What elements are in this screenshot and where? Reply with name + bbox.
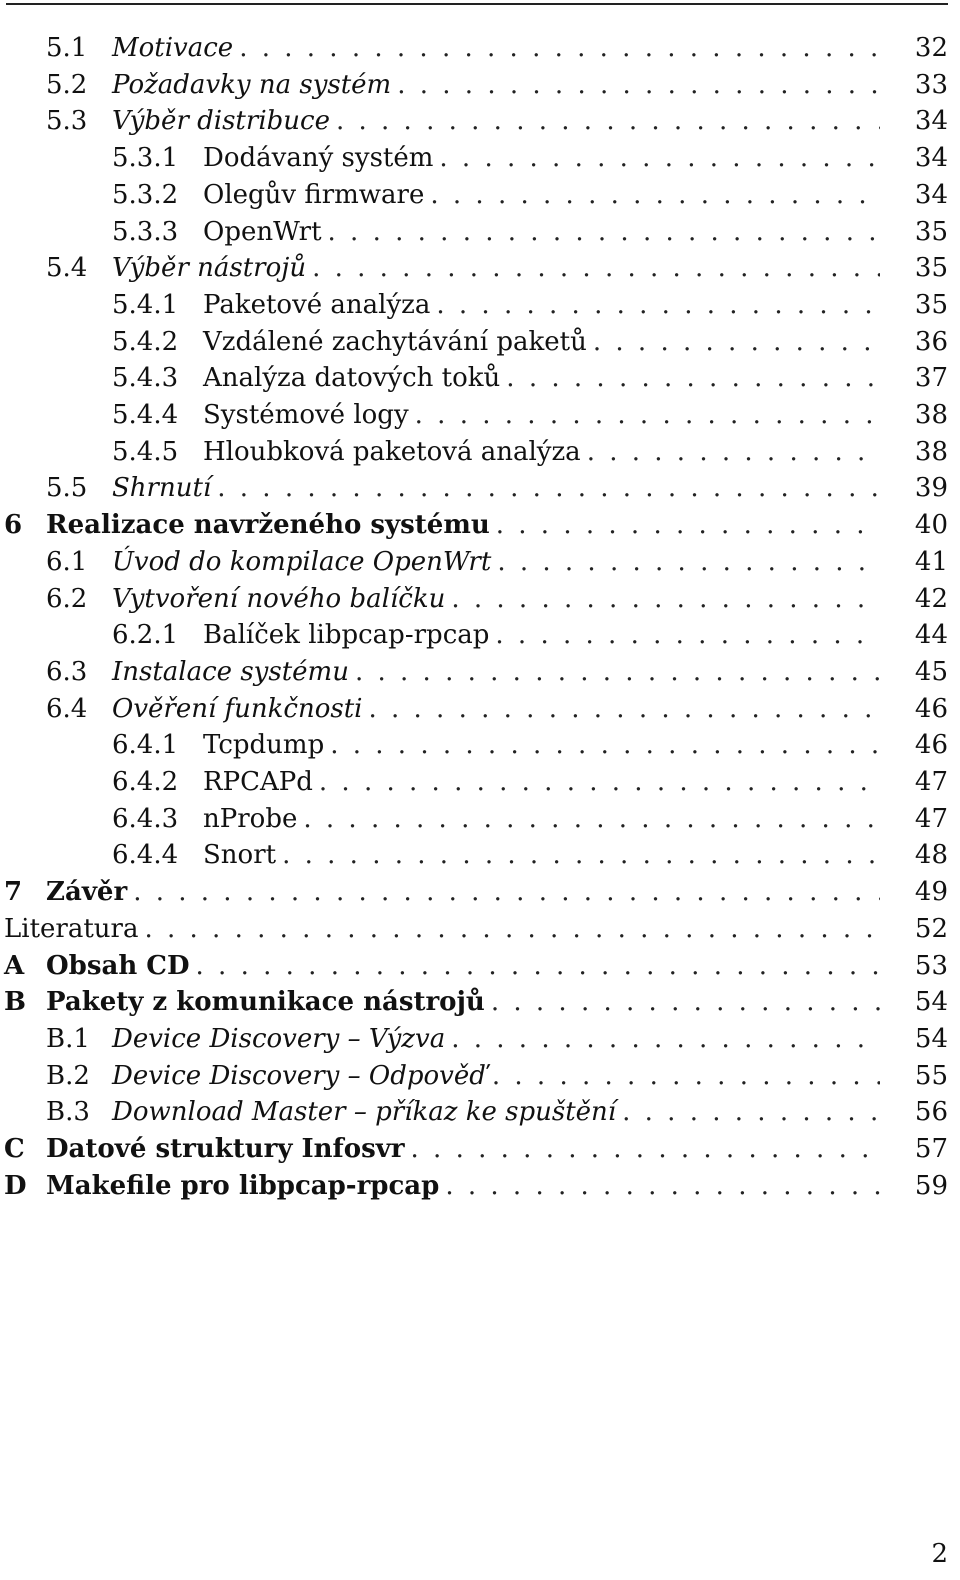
toc-entry[interactable] (0, 103, 960, 139)
toc-entry-leader-line (203, 140, 880, 176)
toc-entry-number: 5.3.1 (112, 143, 179, 174)
toc-entry[interactable] (0, 837, 960, 873)
dot-leader (587, 434, 880, 470)
dot-leader (312, 250, 880, 286)
toc-entry-number: 5.1 (46, 33, 88, 63)
toc-entry-title: Device Discovery – Výzva (112, 1023, 446, 1054)
dot-leader (451, 581, 880, 617)
toc-entry-title: Pakety z komunikace nástrojů (46, 987, 485, 1018)
toc-entry-page: 38 (914, 400, 948, 430)
toc-entry-number: 5.5 (46, 473, 88, 504)
toc-entry-page: 59 (914, 1170, 948, 1201)
toc-entry-leader-line (46, 507, 880, 543)
toc-entry-leader-line (112, 1094, 880, 1130)
toc-entry-number: 5.3.2 (112, 179, 179, 210)
toc-entry-title: Analýza datových toků (203, 363, 501, 394)
toc-entry-number: 6.1 (46, 546, 88, 577)
toc-entry-title: Snort (203, 840, 277, 871)
toc-entry-number: 6.4.3 (112, 803, 179, 834)
toc-entry-leader-line (46, 874, 880, 910)
toc-entry-title: Paketové analýza (203, 289, 431, 320)
toc-entry[interactable] (0, 654, 960, 690)
toc-entry-number: 6.2.1 (112, 620, 179, 651)
toc-entry[interactable] (0, 507, 960, 543)
dot-leader (303, 801, 880, 837)
toc-entry[interactable] (0, 324, 960, 360)
dot-leader (330, 727, 880, 763)
toc-entry-number: 6 (4, 510, 23, 541)
toc-entry-leader-line (112, 470, 880, 506)
toc-entry-page: 35 (914, 289, 948, 320)
dot-leader (445, 1168, 880, 1204)
toc-entry-leader-line (46, 1131, 880, 1167)
toc-entry[interactable] (0, 948, 960, 984)
toc-entry-title: Ověření funkčnosti (112, 693, 363, 724)
toc-entry-leader-line (203, 434, 880, 470)
toc-entry-leader-line (112, 544, 880, 580)
dot-leader (415, 397, 880, 433)
toc-entry[interactable] (0, 250, 960, 286)
toc-entry-number: 5.4.2 (112, 326, 179, 357)
toc-entry-leader-line (112, 30, 880, 66)
toc-entry-leader-line (4, 911, 880, 947)
toc-entry-leader-line (46, 948, 880, 984)
toc-entry-number: 5.3 (46, 106, 88, 137)
dot-leader (451, 1021, 880, 1057)
toc-entry-title: Device Discovery – Odpověď (112, 1060, 486, 1091)
toc-entry-page: 37 (914, 363, 948, 394)
dot-leader (239, 30, 880, 66)
toc-entry-page: 48 (914, 840, 948, 871)
dot-leader (319, 764, 880, 800)
toc-entry-page: 34 (914, 106, 948, 137)
dot-leader (430, 177, 880, 213)
dot-leader (495, 617, 880, 653)
toc-entry-page: 54 (914, 987, 948, 1018)
toc-entry-title: Výběr distribuce (112, 106, 330, 137)
toc-entry[interactable] (0, 911, 960, 947)
toc-entry-title: Výběr nástrojů (112, 253, 307, 284)
toc-entry-number: D (4, 1170, 27, 1201)
toc-entry-title: RPCAPd (203, 767, 313, 797)
toc-entry[interactable] (0, 1094, 960, 1130)
toc-entry[interactable] (0, 67, 960, 103)
toc-entry-title: Olegův firmware (203, 179, 425, 210)
toc-entry-leader-line (112, 67, 880, 103)
toc-entry-page: 52 (914, 913, 948, 944)
toc-entry-page: 45 (914, 656, 948, 687)
toc-entry-title: Hloubková paketová analýza (203, 436, 581, 467)
toc-entry-number: 6.3 (46, 656, 88, 687)
toc-entry-leader-line (112, 581, 880, 617)
dot-leader (355, 654, 880, 690)
toc-entry-title: Instalace systému (112, 656, 349, 687)
toc-entry-title: Makefile pro libpcap-rpcap (46, 1170, 440, 1201)
toc-entry[interactable] (0, 801, 960, 837)
toc-entry-title: Závěr (46, 877, 128, 908)
toc-entry-title: nProbe (203, 803, 298, 834)
toc-entry[interactable] (0, 544, 960, 580)
toc-entry[interactable] (0, 691, 960, 727)
toc-entry-title: Datové struktury Infosvr (46, 1134, 405, 1164)
toc-entry-title: Vzdálené zachytávání paketů (203, 326, 587, 357)
dot-leader (196, 948, 880, 984)
toc-entry-page: 32 (914, 33, 948, 63)
toc-entry-number: 6.4.1 (112, 730, 179, 761)
toc-entry-page: 33 (914, 69, 948, 100)
dot-leader (133, 874, 880, 910)
toc-entry-number: 5.4 (46, 253, 88, 284)
toc-entry-number: B (4, 987, 26, 1018)
toc-entry-leader-line (112, 654, 880, 690)
dot-leader (496, 507, 880, 543)
toc-entry[interactable] (0, 434, 960, 470)
toc-entry[interactable] (0, 727, 960, 763)
toc-entry-number: 6.4 (46, 693, 88, 724)
toc-entry-number: 5.3.3 (112, 216, 179, 247)
toc-entry-number: 7 (4, 877, 23, 908)
toc-entry-number: 5.2 (46, 69, 88, 100)
toc-entry-leader-line (203, 397, 880, 433)
toc-entry-title: Motivace (112, 33, 234, 63)
toc-entry[interactable] (0, 874, 960, 910)
top-rule (6, 3, 948, 5)
toc-entry-leader-line (112, 103, 880, 139)
dot-leader (411, 1131, 880, 1167)
toc-entry[interactable] (0, 30, 960, 66)
toc-entry-number: 6.4.2 (112, 767, 179, 797)
toc-entry-leader-line (112, 1021, 880, 1057)
toc-entry[interactable] (0, 1131, 960, 1167)
toc-entry-leader-line (46, 1168, 880, 1204)
toc-entry-page: 39 (914, 473, 948, 504)
dot-leader (144, 911, 880, 947)
toc-entry-page: 56 (914, 1097, 948, 1128)
toc-entry-leader-line (203, 214, 880, 250)
toc-entry-number: B.2 (46, 1060, 90, 1091)
toc-entry[interactable] (0, 1168, 960, 1204)
toc-entry-page: 44 (914, 620, 948, 651)
toc-entry-title: Obsah CD (46, 950, 190, 981)
toc-entry-title: Úvod do kompilace OpenWrt (112, 546, 492, 577)
dot-leader (492, 1058, 880, 1094)
toc-entry-page: 40 (914, 510, 948, 541)
toc-entry-leader-line (203, 837, 880, 873)
toc-entry-page: 34 (914, 179, 948, 210)
toc-entry-number: 5.4.5 (112, 436, 179, 467)
toc-entry-number: 5.4.1 (112, 289, 179, 320)
toc-entry-leader-line (203, 764, 880, 800)
toc-entry-page: 38 (914, 436, 948, 467)
toc-entry-number: B.3 (46, 1097, 90, 1128)
toc-entry-title: Vytvoření nového balíčku (112, 583, 446, 614)
toc-entry[interactable] (0, 360, 960, 396)
toc-entry-number: 5.4.4 (112, 400, 179, 430)
toc-entry[interactable] (0, 1021, 960, 1057)
toc-entry-page: 55 (914, 1060, 948, 1091)
toc-entry-page: 57 (914, 1134, 948, 1164)
toc-entry-leader-line (203, 801, 880, 837)
dot-leader (328, 214, 880, 250)
toc-entry-page: 41 (914, 546, 948, 577)
dot-leader (397, 67, 880, 103)
toc-entry-page: 35 (914, 253, 948, 284)
toc-entry-title: Systémové logy (203, 400, 409, 430)
dot-leader (491, 984, 880, 1020)
toc-entry-number: 6.2 (46, 583, 88, 614)
toc-entry[interactable] (0, 984, 960, 1020)
toc-entry-leader-line (203, 177, 880, 213)
toc-entry-page: 49 (914, 877, 948, 908)
toc-entry-page: 46 (914, 693, 948, 724)
toc-entry-title: Tcpdump (203, 730, 325, 761)
toc-entry-leader-line (203, 727, 880, 763)
toc-entry-page: 42 (914, 583, 948, 614)
dot-leader (497, 544, 880, 580)
toc-entry[interactable] (0, 764, 960, 800)
dot-leader (622, 1094, 880, 1130)
toc-entry[interactable] (0, 214, 960, 250)
toc-entry-number: A (4, 950, 25, 981)
dot-leader (436, 287, 880, 323)
toc-entry[interactable] (0, 470, 960, 506)
toc-entry-number: B.1 (46, 1023, 90, 1054)
toc-entry-title: Dodávaný systém (203, 143, 434, 174)
toc-entry[interactable] (0, 287, 960, 323)
toc-entry-title: Požadavky na systém (112, 69, 392, 100)
toc-entry-number: 5.4.3 (112, 363, 179, 394)
toc-entry-leader-line (112, 691, 880, 727)
dot-leader (282, 837, 880, 873)
dot-leader (368, 691, 880, 727)
toc-entry-title: Balíček libpcap-rpcap (203, 620, 490, 651)
dot-leader (336, 103, 880, 139)
dot-leader (217, 470, 880, 506)
toc-entry-page: 47 (914, 803, 948, 834)
toc-entry-leader-line (203, 324, 880, 360)
toc-entry-page: 36 (914, 326, 948, 357)
toc-entry-leader-line (46, 984, 880, 1020)
toc-entry-page: 35 (914, 216, 948, 247)
toc-entry-title: Download Master – příkaz ke spuštění (112, 1097, 617, 1128)
toc-entry-page: 46 (914, 730, 948, 761)
toc-entry-page: 53 (914, 950, 948, 981)
toc-entry[interactable] (0, 140, 960, 176)
toc-entry-leader-line (203, 617, 880, 653)
toc-entry-title: Literatura (4, 913, 139, 944)
toc-entry-leader-line (203, 287, 880, 323)
toc-entry[interactable] (0, 617, 960, 653)
toc-entry-page: 54 (914, 1023, 948, 1054)
toc-entry[interactable] (0, 397, 960, 433)
toc-entry-leader-line (203, 360, 880, 396)
toc-entry-page: 34 (914, 143, 948, 174)
toc-entry[interactable] (0, 177, 960, 213)
toc-entry-number: 6.4.4 (112, 840, 179, 871)
page-number: 2 (931, 1539, 948, 1569)
toc-entry-leader-line (112, 1058, 880, 1094)
dot-leader (439, 140, 880, 176)
toc-entry-title: OpenWrt (203, 216, 322, 247)
toc-entry-title: Shrnutí (112, 473, 212, 504)
toc-entry-number: C (4, 1134, 25, 1164)
toc-entry-leader-line (112, 250, 880, 286)
toc-entry[interactable] (0, 581, 960, 617)
dot-leader (506, 360, 880, 396)
toc-entry[interactable] (0, 1058, 960, 1094)
toc-entry-title: Realizace navrženého systému (46, 510, 490, 541)
dot-leader (593, 324, 880, 360)
toc-entry-page: 47 (914, 767, 948, 797)
